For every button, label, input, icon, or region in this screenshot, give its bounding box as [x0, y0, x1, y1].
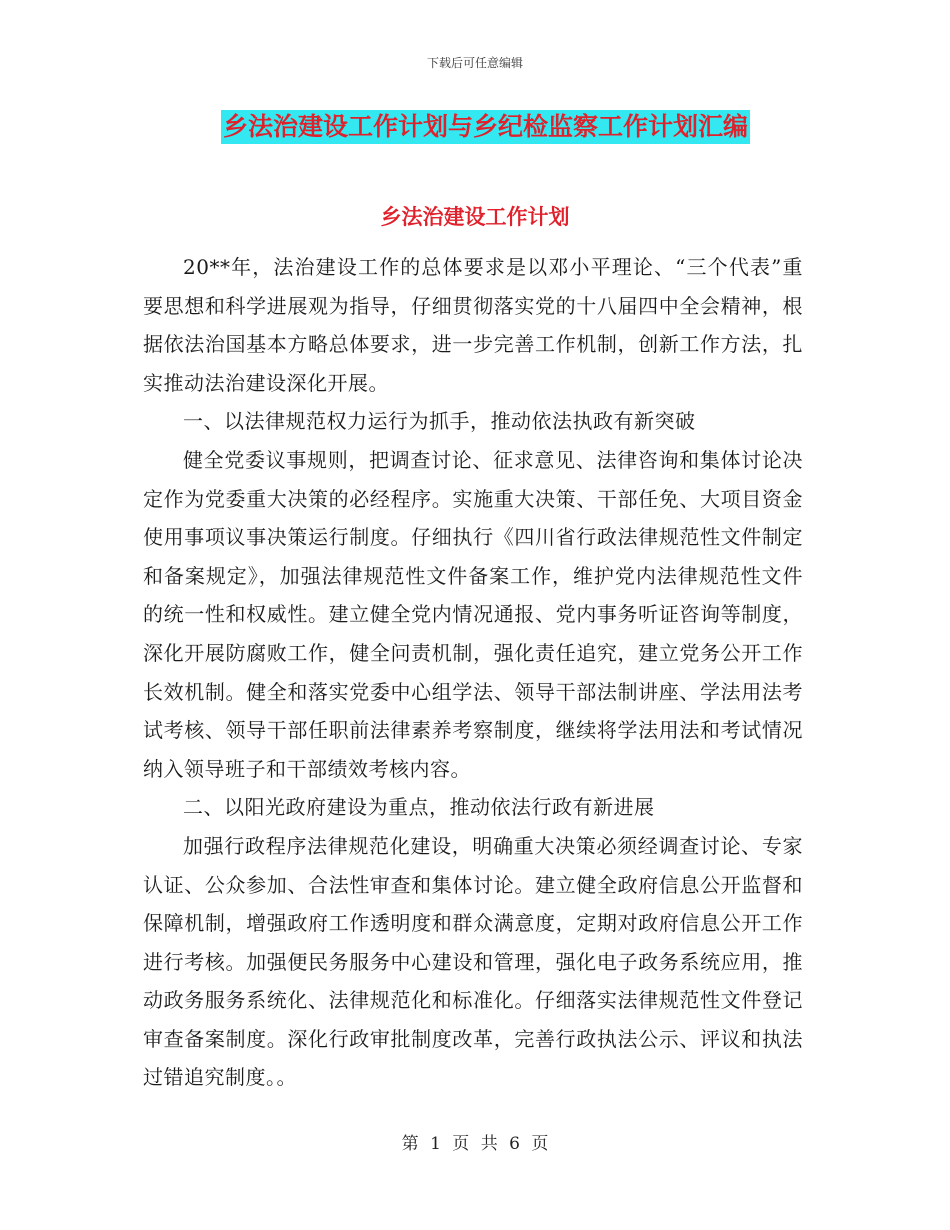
- document-body: [143, 248, 803, 1097]
- header-note: 下载后可任意编辑: [426, 56, 523, 70]
- section-heading-2: 二、以阳光政府建设为重点，推动依法行政有新进展: [183, 795, 655, 820]
- section-title: 乡法治建设工作计划: [380, 205, 570, 229]
- page-number: 第 1 页 共 6 页: [401, 1134, 549, 1154]
- section-heading-1: 一、以法律规范权力运行为抓手，推动依法执政有新突破: [183, 409, 696, 434]
- intro-paragraph: 20**年，法治建设工作的总体要求是以邓小平理论、“三个代表”重要思想和科学进展观为指导，仔细贯彻落实党的十八届四中全会精神，根据依法治国基本方略总体要求，进一步完善工作机制，创新工作方法，扎实推动法治建设深化开展。: [143, 255, 803, 395]
- body-paragraph-1: 健全党委议事规则，把调查讨论、征求意见、法律咨询和集体讨论决定作为党委重大决策的必经程序。实施重大决策、干部任免、大项目资金使用事项议事决策运行制度。仔细执行《四川省行政法律规范性文件制定和备案规定》，加强法律规范性文件备案工作，维护党内法律规范性文件的统一性和权威性。建立健全党内情况通报、党内事务听证咨询等制度，深化开展防腐败工作，健全问责机制，强化责任追究，建立党务公开工作长效机制。健全和落实党委中心组学法、领导干部法制讲座、学法用法考试考核、领导干部任职前法律素养考察制度，继续将学法用法和考试情况纳入领导班子和干部绩效考核内容。: [143, 447, 803, 781]
- document-title: 乡法治建设工作计划与乡纪检监察工作计划汇编: [221, 110, 750, 144]
- body-paragraph-2: 加强行政程序法律规范化建设，明确重大决策必须经调查讨论、专家认证、公众参加、合法性审查和集体讨论。建立健全政府信息公开监督和保障机制，增强政府工作透明度和群众满意度，定期对政府信息公开工作进行考核。加强便民务服务中心建设和管理，强化电子政务系统应用，推动政务服务系统化、法律规范化和标准化。仔细落实法律规范性文件登记审查备案制度。深化行政审批制度改革，完善行政执法公示、评议和执法过错追究制度。。: [143, 833, 803, 1090]
